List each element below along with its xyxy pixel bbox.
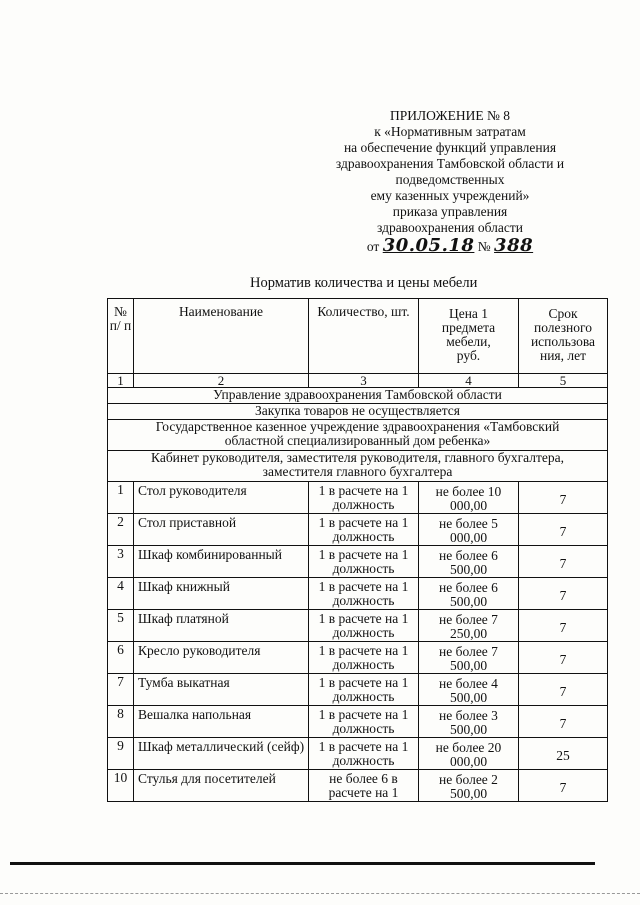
table-row <box>108 674 608 706</box>
col-header-life: Срок полезного использова ния, лет <box>519 299 608 374</box>
table-row <box>108 482 608 514</box>
item-price: не более 4 500,00 <box>419 674 519 706</box>
section-row <box>108 451 608 482</box>
order-number: 388 <box>494 235 534 256</box>
item-quantity: не более 6 в расчете на 1 <box>309 770 419 802</box>
item-quantity: 1 в расчете на 1 должность <box>309 514 419 546</box>
col-number: 3 <box>309 374 419 388</box>
section-title: Закупка товаров не осуществляется <box>108 404 608 420</box>
appendix-header <box>300 108 600 255</box>
section-row <box>108 404 608 420</box>
row-number: 4 <box>108 578 134 610</box>
row-number: 9 <box>108 738 134 770</box>
section-title: Управление здравоохранения Тамбовской области <box>108 388 608 404</box>
order-prefix: от <box>366 239 380 254</box>
header-line: к «Нормативным затратам <box>374 124 526 139</box>
section-title: Кабинет руководителя, заместителя руководителя, главного бухгалтера, заместителя главного бухгалтера <box>108 451 608 482</box>
col-header-qty: Количество, шт. <box>309 299 419 374</box>
item-quantity: 1 в расчете на 1 должность <box>309 482 419 514</box>
item-quantity: 1 в расчете на 1 должность <box>309 642 419 674</box>
table-row <box>108 610 608 642</box>
column-number-row <box>108 374 608 388</box>
table-header-row <box>108 299 608 374</box>
row-number: 10 <box>108 770 134 802</box>
row-number: 6 <box>108 642 134 674</box>
col-header-no: № п/ п <box>108 299 134 374</box>
table-body <box>108 482 608 802</box>
item-price: не более 7 500,00 <box>419 642 519 674</box>
header-line: здравоохранения области <box>376 220 523 235</box>
header-line: ему казенных учреждений» <box>370 188 530 203</box>
table-row <box>108 770 608 802</box>
col-number: 5 <box>519 374 608 388</box>
section-row <box>108 420 608 451</box>
item-price: не более 20 000,00 <box>419 738 519 770</box>
document-title: Норматив количества и цены мебели <box>250 275 478 291</box>
item-service-life: 7 <box>519 482 608 514</box>
item-name: Шкаф книжный <box>134 578 309 610</box>
row-number: 1 <box>108 482 134 514</box>
furniture-table <box>107 298 608 802</box>
item-name: Стулья для посетителей <box>134 770 309 802</box>
item-name: Шкаф комбинированный <box>134 546 309 578</box>
table-row <box>108 738 608 770</box>
item-quantity: 1 в расчете на 1 должность <box>309 610 419 642</box>
row-number: 8 <box>108 706 134 738</box>
item-service-life: 7 <box>519 674 608 706</box>
item-quantity: 1 в расчете на 1 должность <box>309 674 419 706</box>
item-name: Шкаф металлический (сейф) <box>134 738 309 770</box>
item-service-life: 7 <box>519 546 608 578</box>
col-number: 4 <box>419 374 519 388</box>
item-service-life: 7 <box>519 514 608 546</box>
item-service-life: 7 <box>519 770 608 802</box>
appendix-title: ПРИЛОЖЕНИЕ № 8 <box>389 108 511 123</box>
item-price: не более 7 250,00 <box>419 610 519 642</box>
bottom-rule <box>10 862 595 865</box>
item-service-life: 7 <box>519 610 608 642</box>
item-service-life: 7 <box>519 706 608 738</box>
table-row <box>108 578 608 610</box>
item-quantity: 1 в расчете на 1 должность <box>309 578 419 610</box>
scan-edge <box>0 893 640 894</box>
header-line: подведомственных <box>395 172 505 187</box>
order-line <box>300 235 600 256</box>
item-name: Тумба выкатная <box>134 674 309 706</box>
row-number: 7 <box>108 674 134 706</box>
table-row <box>108 546 608 578</box>
header-line: на обеспечение функций управления <box>343 140 557 155</box>
item-name: Стол приставной <box>134 514 309 546</box>
order-date: 30.05.18 <box>382 235 475 256</box>
col-number: 1 <box>108 374 134 388</box>
table-row <box>108 514 608 546</box>
item-price: не более 5 000,00 <box>419 514 519 546</box>
item-quantity: 1 в расчете на 1 должность <box>309 546 419 578</box>
item-service-life: 25 <box>519 738 608 770</box>
item-price: не более 6 500,00 <box>419 546 519 578</box>
table-row <box>108 706 608 738</box>
table-row <box>108 642 608 674</box>
section-row <box>108 388 608 404</box>
row-number: 3 <box>108 546 134 578</box>
item-name: Кресло руководителя <box>134 642 309 674</box>
item-price: не более 10 000,00 <box>419 482 519 514</box>
item-name: Стол руководителя <box>134 482 309 514</box>
col-header-price: Цена 1 предмета мебели, руб. <box>419 299 519 374</box>
col-header-name: Наименование <box>134 299 309 374</box>
item-service-life: 7 <box>519 642 608 674</box>
item-quantity: 1 в расчете на 1 должность <box>309 738 419 770</box>
header-line: здравоохранения Тамбовской области и <box>335 156 565 171</box>
section-title: Государственное казенное учреждение здравоохранения «Тамбовский областной специализированный дом ребенка» <box>108 420 608 451</box>
item-name: Шкаф платяной <box>134 610 309 642</box>
row-number: 5 <box>108 610 134 642</box>
item-price: не более 3 500,00 <box>419 706 519 738</box>
header-line: приказа управления <box>392 204 508 219</box>
item-price: не более 2 500,00 <box>419 770 519 802</box>
row-number: 2 <box>108 514 134 546</box>
item-price: не более 6 500,00 <box>419 578 519 610</box>
order-no-label: № <box>477 239 491 254</box>
item-quantity: 1 в расчете на 1 должность <box>309 706 419 738</box>
item-name: Вешалка напольная <box>134 706 309 738</box>
item-service-life: 7 <box>519 578 608 610</box>
col-number: 2 <box>134 374 309 388</box>
